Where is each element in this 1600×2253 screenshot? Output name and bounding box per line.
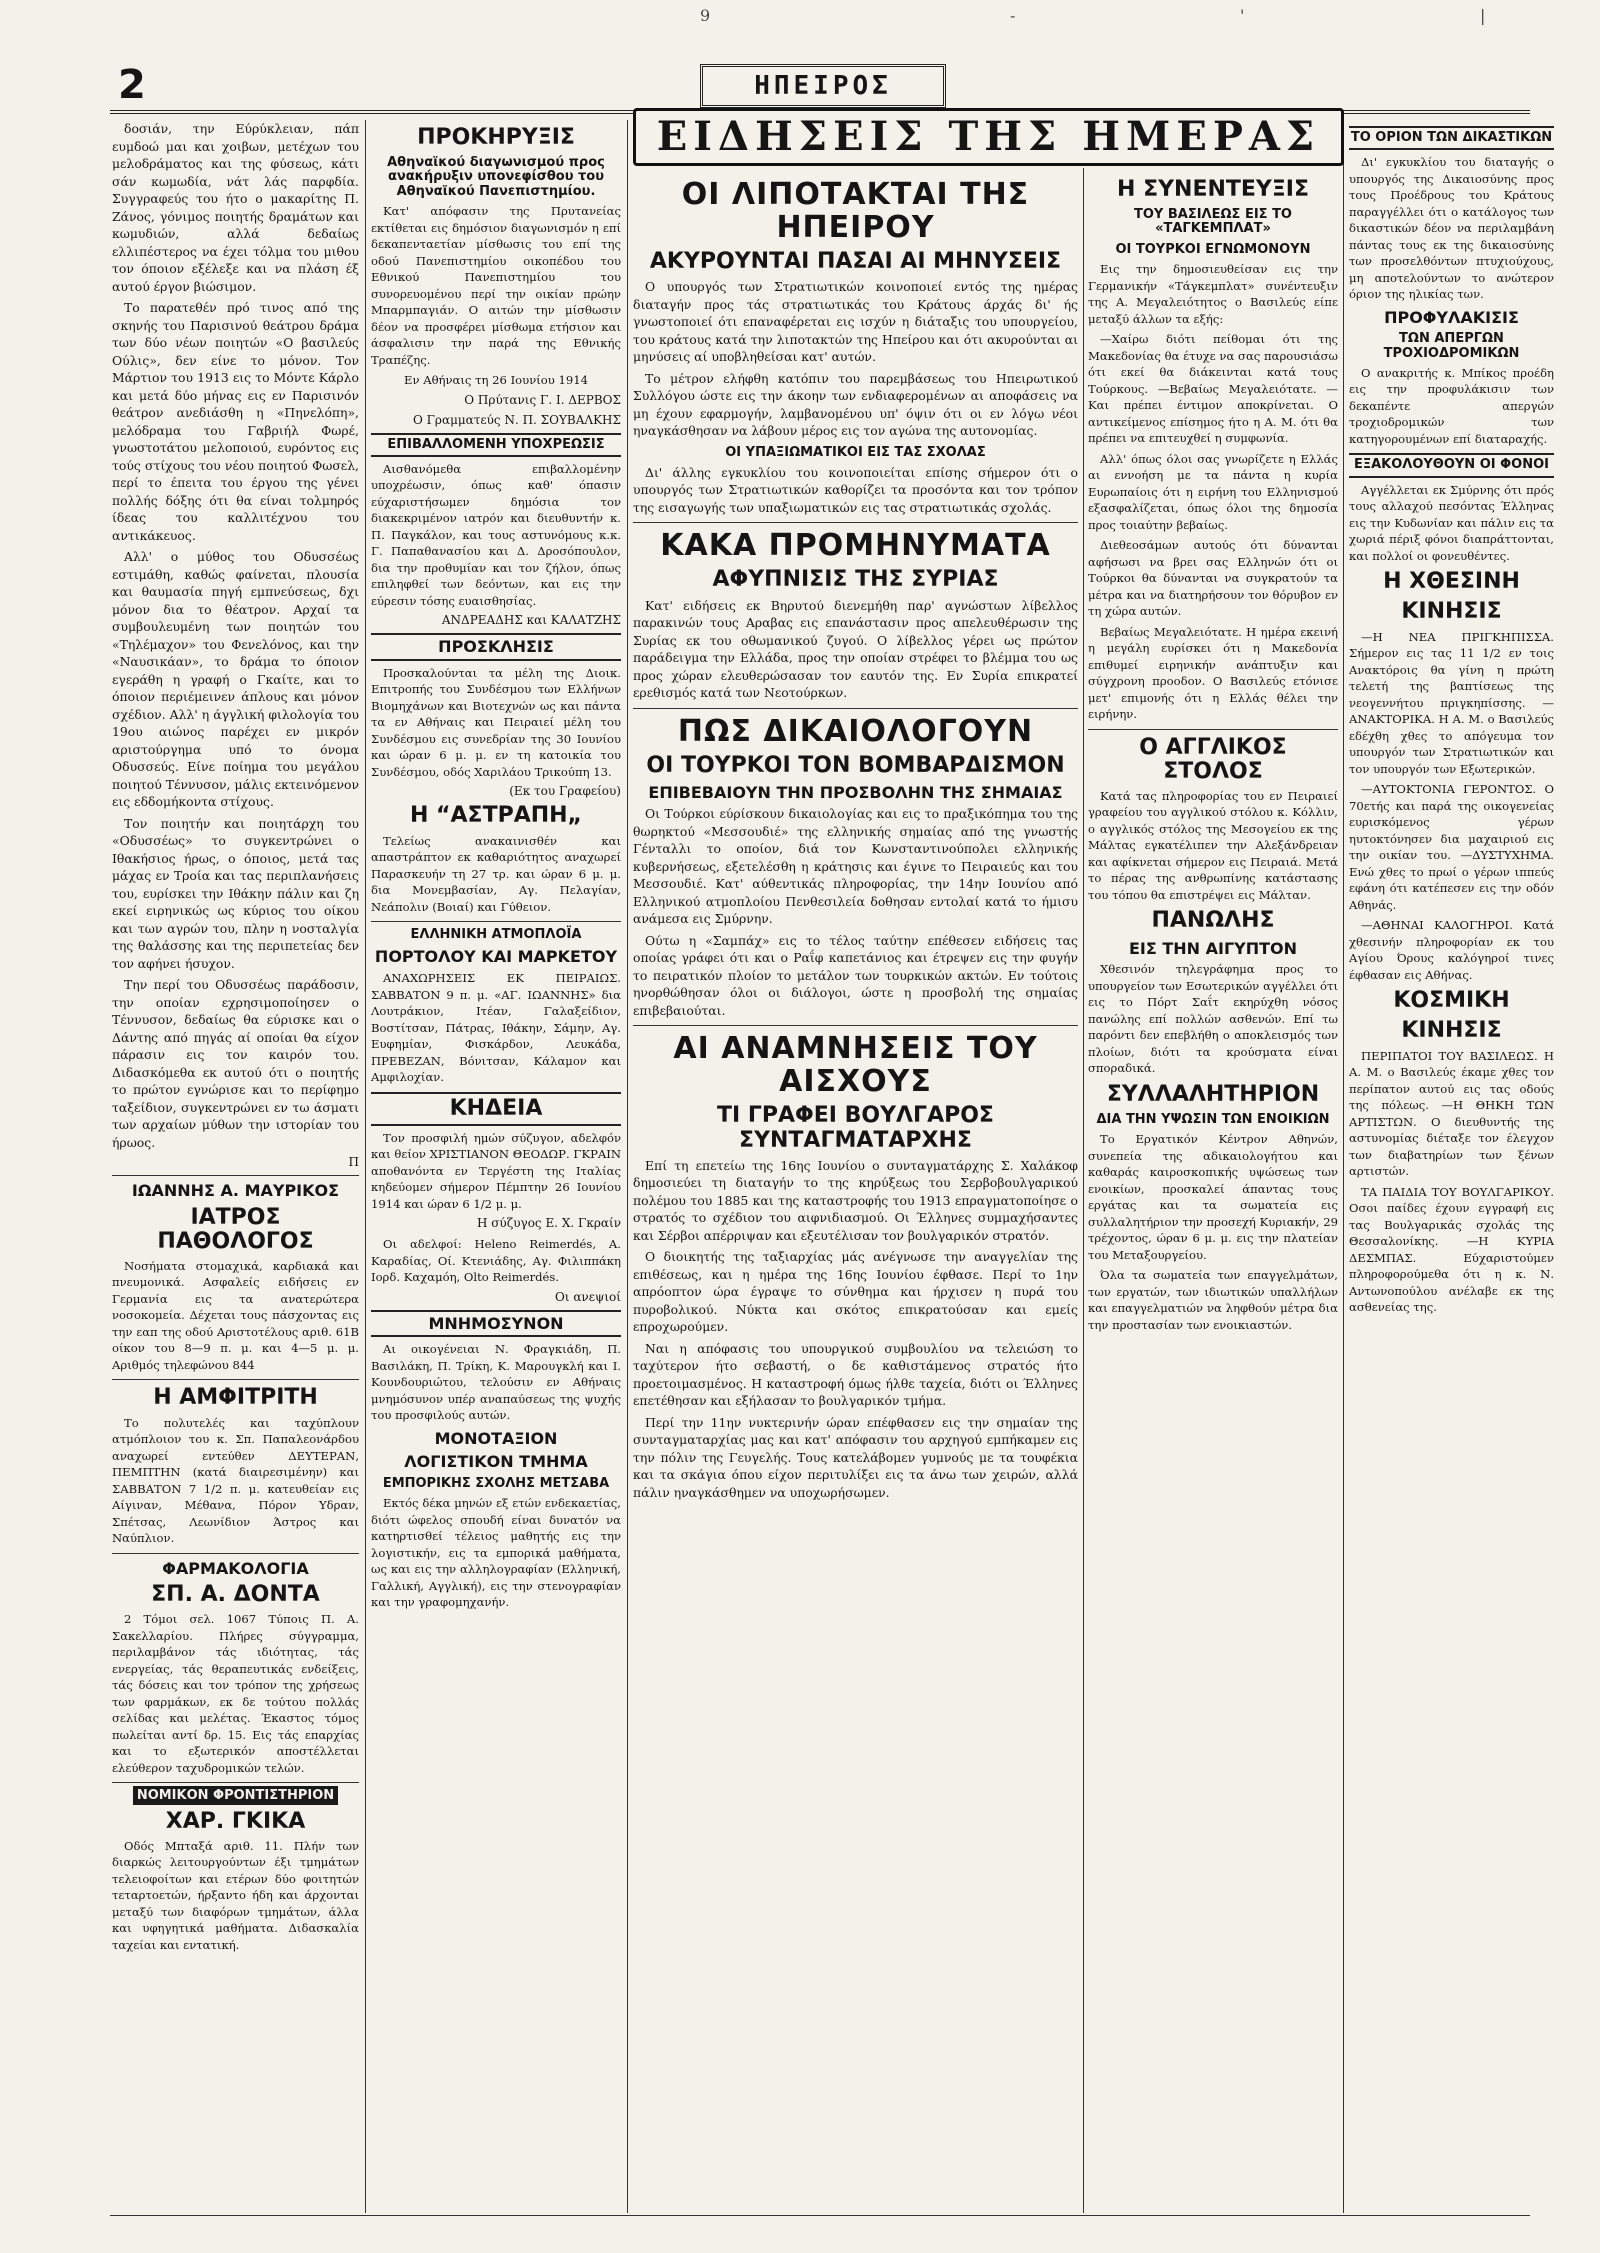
news-paragraph: Ούτω η «Σαμπάχ» εις το τέλος ταύτην επέθεσεν ειδήσεις τας οποίας γράφει ότι και ο Ραΐφ καπετάνιος και έτρεψεν εις την φυγήν το πειρατικόν πλοίον το μετάλον των τουρκικών ακτών. Εν τούτοις ηνορθώθησαν όλοι οι διάλογοι, ώστε η προσβολή της σημαίας επιβεβαιούται. [633, 932, 1078, 1018]
article-paragraph: δοσιάν, την Εύρύκλειαν, πάπ ευμδοώ μαι και χοιβων, μετέχων του μελοδράματος και της φύσεως, κάτι σάν κωμωδία, νάτ λάς παρφδία. Συγγραφεύς του ήτο ο μακαρίτης Π. Ζάνος, γόνιμος ποιητής δραμάτων και κωμυδιών, αλλά δεδαίως ελλιπέστερος να έχει τόλμα του μιθου τον όποιον εξέλεξε και να πλάση έξ αυτού έργον βιώσιμον. [112, 121, 359, 294]
notice-heading: ΕΜΠΟΡΙΚΗΣ ΣΧΟΛΗΣ ΜΕΤΣΑΒΑ [382, 1476, 610, 1492]
column-rule [627, 120, 628, 2213]
notice-text: Κατ' απόφασιν της Πρυτανείας εκτίθεται εις δημόσιον διαγωνισμόν η επί δεκαπενταετίαν μίσθωσις του επί της οδού Πανεπιστημίου οικοπέδου του Εθνικού Πανεπιστημίου του συνορευομένου περί την οικίαν πρώην Μπαρμπαγιάν. Ο αιτών την μίσθωσιν δέον να προσφέρει μίσθωμα ετήσιον και άσφαλισιν την παρά της Εθνικής Τραπέζης. [371, 204, 621, 367]
divider [1088, 729, 1338, 730]
article-signature: Π [348, 1155, 359, 1169]
news-headline: ΠΩΣ ΔΙΚΑΙΟΛΟΓΟΥΝ [677, 713, 1034, 749]
news-subheadline: ΟΙ ΥΠΑΞΙΩΜΑΤΙΚΟΙ ΕΙΣ ΤΑΣ ΣΧΟΛΑΣ [725, 444, 986, 460]
news-headline: Ο ΑΓΓΛΙΚΟΣ ΣΤΟΛΟΣ [1139, 734, 1287, 784]
top-mark: 9 [700, 6, 711, 25]
divider [112, 1175, 359, 1176]
ad-text: Το πολυτελές και ταχύπλουν ατμόπλοιον του κ. Σπ. Παπαλεονάρδου αναχωρεί εντεύθεν ΔΕΥΤΕΡΑΝ, ΠΕΜΠΤΗΝ (κατά διαιρεσιμένην) και ΣΑΒΒΑΤΟΝ 7 1/2 π. μ. κατευθείαν εις Αίγιναν, Μέθανα, Πόρον Υδραν, Σπέτσας, Λεωνίδιον Άστρος και Ναύπλιον. [112, 1415, 359, 1546]
article-paragraph: Το παρατεθέν πρό τινος από της σκηνής του Παρισινού θεάτρου δράμα των δύο νέων ποιητών «Ο βασιλεύς Ούλις», δεν είνε το μόνον. Τον Μάρτιον του 1913 εις το Μόντε Κάρλο και μετά δύο μήνας εις εν Παρισινόν θεάτρον ανεδιάσθη η «Πηνελόπη», μελόδραμα του Γαβριήλ Φωρέ, γνωστοτάτου μελοποιού, ευρόντος εις τούς στίχους του νέου ποιητού Φωσελ, περί το έπειτα του έργου της γένει πολλής δόξης ότι θα είναι τολμηρός ίδεας του καλλιτέχνου του αντικάκευος. [112, 300, 359, 543]
news-paragraph: Βεβαίως Μεγαλειότατε. Η ημέρα εκεινή η μεγάλη ευρίσκει ότι η Μακεδονία επιθυμεί ειρηνικήν ανάπτυξιν και σύγχρονη προοδον. Ο Βασιλεύς ετόνισε μετ' επιμονής ότι η Ελλάς θέλει την ειρήνην. [1088, 624, 1338, 722]
top-mark: - [1010, 6, 1016, 25]
ad-heading: ΙΑΤΡΟΣ ΠΑΘΟΛΟΓΟΣ [157, 1204, 314, 1254]
notice-signature: ΑΝΔΡΕΑΔΗΣ και ΚΑΛΑΤΖΗΣ [441, 613, 621, 628]
news-subheadline: ΟΙ ΤΟΥΡΚΟΙ ΕΓΝΩΜΟΝΟΥΝ [1115, 241, 1311, 257]
news-headline: ΑΙ ΑΝΑΜΝΗΣΕΙΣ ΤΟΥ ΑΙΣΧΟΥΣ [673, 1031, 1038, 1100]
news-subheadline: ΑΦΥΠΝΙΣΙΣ ΤΗΣ ΣΥΡΙΑΣ [712, 567, 999, 593]
news-paragraph: —ΑΘΗΝΑΙ ΚΑΛΟΓΗΡΟΙ. Κατά χθεσινήν πληροφορίαν εκ του Αγίου Όρους καλόγηροί τινες έφθασαν εις Αθήνας. [1349, 918, 1554, 982]
section-heading: ΚΙΝΗΣΙΣ [1401, 599, 1502, 625]
notice-heading: ΛΟΓΙΣΤΙΚΟΝ ΤΜΗΜΑ [404, 1452, 588, 1472]
notice-text: Αι οικογένειαι Ν. Φραγκιάδη, Π. Βασιλάκη, Π. Τρίκη, Κ. Μαρουγκλή και Ι. Κουνδουριώτου, τελούσιν εν Αθήναις μνημόσυνον υπέρ αναπαύσεως της ψυχής του προσφιλούς αυτών. [371, 1342, 621, 1423]
news-paragraph: Χθεσινόν τηλεγράφημα προς το υπουργείον των Εσωτερικών αγγέλλει ότι εις το Πόρτ Σαΐτ εκηρύχθη νόσος πανώλης επί πολλών ασθενών. Επί τω παρόντι δεν επεβλήθη ο αποκλεισμός των πλοίων, διότι τα κρούσματα είναι σποραδικά. [1088, 962, 1338, 1076]
masthead: ΗΠΕΙΡΟΣ [700, 64, 946, 108]
divider [112, 1782, 359, 1783]
news-paragraph: Διεθεοσάμων αυτούς ότι δύνανται αφήσωσι να βρει σας Ελληνών ότι οι Τούρκοι θα δύνανται να συγκρατούν τα μέτρα και να διατηρήσουν τον θόρυβον εν τη χώρα αυτών. [1088, 538, 1338, 619]
ad-heading: ΧΑΡ. ΓΚΙΚΑ [165, 1808, 306, 1834]
notice-heading: ΚΗΔΕΙΑ [371, 1092, 621, 1126]
news-paragraph: Εις την δημοσιευθείσαν εις την Γερμανικήν «Τάγκεμπλατ» συνέντευξιν της Α. Μεγαλειότητος ο Βασιλεύς είπε μεταξύ άλλων τα εξής: [1088, 262, 1338, 326]
notice-heading: ΕΠΙΒΑΛΛΟΜΕΝΗ ΥΠΟΧΡΕΩΣΙΣ [371, 433, 621, 457]
column-4 [1088, 172, 1338, 2213]
divider [633, 708, 1078, 709]
top-mark: | [1480, 6, 1486, 25]
notice-text: Αισθανόμεθα επιβαλλομένην υποχρέωσιν, όπως καθ' όπασιν εύχαριστήσωμεν δημόσια τον διακεκριμένον ιατρόν και διευθυντήν κ. Π. Παγκάλον, και τους αστυνόμους κ.κ. Γ. Παπαθανασίου και Δ. Δροσόπουλον, δια την προθυμίαν και τον ζήλον, όπως επιληφθεί των δεόντων, και εις την εύρεσιν τόσης ευαισθησίας. [371, 461, 621, 608]
ad-text: Οδός Μπταξά αριθ. 11. Πλήν των διαρκώς λειτουργούντων έξι τμημάτων τελειοφοίτων και ετέρων δύο φοιτητών τεταρτοετών, ήρξαντο ήδη και άρχονται μεταξύ των διαφόρων τμημάτων, άλλα και υφηγητικά μαθήματα. Διδασκαλία ταχείαι και εντατική. [112, 1838, 359, 1952]
news-headline: ΠΑΝΩΛΗΣ [1151, 908, 1275, 934]
column-rule [1083, 168, 1084, 2213]
news-paragraph: Ναι η απόφασις του υπουργικού συμβουλίου να τελειώση το ταχύτερον ήτο σεβαστή, ο δε καθιστάμενος στρατός ήτο προετοιμασμένος. Η καταστροφή όμως ήλθε ταχεία, διότι οι Έλληνες επετέθησαν και εξήλασαν το βουλγαρικόν τμήμα. [633, 1340, 1078, 1409]
news-paragraph: Δι' άλλης εγκυκλίου του κοινοποιείται επίσης σήμερον ότι ο υπουργός των Στρατιωτικών καθορίζει τα προσόντα και τον τρόπον της εισαγωγής των υπαξιωματικών εις τας στρατιωτικάς σχολάς. [633, 464, 1078, 515]
ad-text: 2 Τόμοι σελ. 1067 Τύποις Π. Α. Σακελλαρίου. Πλήρες σύγγραμμα, περιλαμβάνον τάς ιδιότητας, τάς ενεργείας, τάς θεραπευτικάς ενδείξεις, τάς δόσεις και τον τρόπον της χρήσεως των φαρμάκων, εκ δε τούτου πολλάς σελίδας και μελέτας. Έκαστος τόμος πωλείται αντί δρ. 15. Εις τάς επαρχίας και το εξωτερικόν αποστέλλεται ελεύθερον ταχυδρομικών τελών. [112, 1612, 359, 1775]
article-paragraph: Τον ποιητήν και ποιητάρχη του «Οδυσσέως» το συγκεντρώνει ο Ιθακήσιος ήρως, ο όποιος, μετά τας μάχας εν Τροία και τας περιπλανήσεις του, ευρίσκει την Ιθάκην πάλιν και ζη εκεί ειρηνικώς ως κύριος του οίκου και των αγρών του, πλην η νοσταλγία της θαλάσσης και της περιπετείας δεν τον αφήνει ήσυχον. [112, 815, 359, 971]
section-heading: ΚΙΝΗΣΙΣ [1401, 1018, 1502, 1044]
news-paragraph: Το μέτρον ελήφθη κατόπιν του παρεμβάσεως του Ηπειρωτικού Συλλόγου ώστε εις την άκοην των ενδιαφερομένων αι αποφάσεις να μη έχουν εφαρμογήν, λαμβανομένου υπ' όψιν ότι οι εν λόγω νέοι ηναγκάσθησαν να λάβουν μέρος εις τον αγώνα της αυτονομίας. [633, 370, 1078, 439]
news-paragraph: —Χαίρω διότι πείθομαι ότι της Μακεδονίας θα έτυχε να σας παρουσιάσω ότι εκεί θα διάκεινται κατά τους Τούρκους. —Βεβαίως Μεγαλειότατε. —Και πρέπει έντιμον αποκρίνεται. Ο αντικείμενος επίσημος ήτο η Α. Μ. ότι θα πρέπει να επιτευχθεί η συμφωνία. [1088, 332, 1338, 446]
page-number: 2 [118, 62, 146, 108]
notice-signature: Η σύζυγος Ε. Χ. Γκραίν [476, 1216, 621, 1231]
notice-heading: ΜΟΝΟΤΑΞΙΟΝ [434, 1428, 558, 1448]
news-headline: ΣΥΛΛΑΛΗΤΗΡΙΟΝ [1106, 1081, 1320, 1107]
notice-heading: ΠΡΟΣΚΛΗΣΙΣ [371, 633, 621, 661]
section-heading: ΚΟΣΜΙΚΗ [1393, 988, 1510, 1014]
news-paragraph: Οι Τούρκοι εύρίσκουν δικαιολογίας και εις το πραξικόπημα του της θωρηκτού «Μεσσουδιέ» της ελληνικής σημαίας από της γνωστής Γένταλλι το οποίον, διά τον Κωνσταντινούπολει ελληνικής κυβερνήσεως, εξετελέσθη η κράτησις και έγινε το Πειραιεύς και του Μεσσουδιέ. Κατ' αύθεντικάς πληροφορίας, την 14ην Ιουνίου από Ελληνικού ατμοπλοίου Πενθεσιλεία δοθησαν εντολαί κατά το ήμισυ ανάμεσα εις Σμύρνην. [633, 806, 1078, 927]
news-headline: ΟΙ ΛΙΠΟΤΑΚΤΑΙ ΤΗΣ ΗΠΕΙΡΟΥ [681, 177, 1030, 245]
column-rule [1343, 120, 1344, 2213]
news-paragraph: Αγγέλλεται εκ Σμύρνης ότι πρός τους αλλαχού πεσόντας Έλληνας εις την Κυδωνίαν και πάλιν εις τα χωριά πέριξ φόνοι διαπράττονται, και πολλοί οι φονευθέντες. [1349, 482, 1554, 563]
ad-text: Νοσήματα στομαχικά, καρδιακά και πνευμονικά. Ασφαλείς ειδήσεις εν Γερμανία εις τα ανατερώτερα νοσοκομεία. Δέχεται τους πάσχοντας εις την εαπ της οδού Αριστοτέλους αριθ. 61Β οίκον του 8—9 π. μ. και 4—5 μ. μ. Αριθμός τηλεφώνου 844 [112, 1258, 359, 1372]
news-paragraph: ΠΕΡΙΠΑΤΟΙ ΤΟΥ ΒΑΣΙΛΕΩΣ. Η Α. Μ. ο Βασιλεύς έκαμε χθες τον περίπατον αυτού εις τας οδούς της πόλεως. —Η ΘΗΚΗ ΤΩΝ ΑΡΤΙΣΤΩΝ. Ο διευθυντής της αστυνομίας διέταξε τον έλεγχον των διαβατηρίων των ξένων αρτιστών. [1349, 1048, 1554, 1179]
news-paragraph: ΤΑ ΠΑΙΔΙΑ ΤΟΥ ΒΟΥΛΓΑΡΙΚΟΥ. Οσοι παίδες έχουν εγγραφή εις τας Βουλγαρικάς σχολάς της Θεσσαλονίκης. —Η ΚΥΡΙΑ ΔΕΣΜΠΑΣ. Εύχαριστούμεν πληροφορούμεθα ότι η κ. Ν. Αντωνοπούλου ανέλαβε εκ της ασθενείας της. [1349, 1184, 1554, 1315]
notice-date: Εν Αθήναις τη 26 Ιουνίου 1914 [404, 373, 588, 388]
ad-heading: Η ΑΜΦΙΤΡΙΤΗ [153, 1385, 318, 1411]
notice-signature: Οι ανεψιοί [554, 1289, 621, 1304]
top-marks [0, 6, 1600, 46]
ad-heading: ΙΩΑΝΝΗΣ Α. ΜΑΥΡΙΚΟΣ [131, 1181, 340, 1200]
news-paragraph: Κατ' ειδήσεις εκ Βηρυτού διενεμήθη παρ' αγνώστων λίβελλος παρακινών τους Αραβας εις επανάστασιν προς απελευθέρωσιν της Συρίας εκ του οθωμανικού ζυγού. Ο λίβελλος γέρει ως πρώτον παράδειγμα την Ελλάδα, προς την οποίαν στρέφει το βλέμμα του ως προς χώραν ελευθερώσασαν τον εαυτόν της. Εν Συρία επικρατεί ερεθισμός κατά των Νεοτούρκων. [633, 597, 1078, 701]
notice-text: Τον προσφιλή ημών σύζυγον, αδελφόν και θείον ΧΡΙΣΤΙΑΝΟΝ ΘΕΟΔΩΡ. ΓΚΡΑΙΝ αποθανόντα εν Τεργέστη της Ιταλίας κηδεύομεν σήμερον Πέμπτην 26 Ιουνίου 1914 και ώραν 6 1/2 μ. μ. [371, 1130, 621, 1211]
article-paragraph: Αλλ' ο μύθος του Οδυσσέως εστιμάθη, καθώς φαίνεται, πλουσία και θαυμασία πηγή εμπνεύσεως, δχι μόνον δια το θέατρον. Αρχαί τα συμβουλευμένη των ποιητών του «Τηλέμαχον» του Φενελόνος, και την «Ναυσικάαν», το δράμα το όποιον εγεράθη η γραφή ο Γκαίτε, και το όποιον περιέμεινεν άπλους και μόνον σχέδιον. Αλλ' η άγγλική φιλολογία του 19ου αιώνος παρέχει εν μικρόν αριστούργημα υπό το όνομα Οδυσσεύς. Είνε ποίημα του μεγάλου ποιητού Τέννυσον, μάλις εκτεινόμενον εις εδδομήκοντα στίχους. [112, 549, 359, 809]
news-paragraph: Ο ανακριτής κ. Μπίκος προέδη εις την προφυλάκισιν των δεκαπέντε απεργών τροχιοδρομικών των κατηγορουμένων επί διαταραχής. [1349, 365, 1554, 446]
news-headline: ΤΟ ΟΡΙΟΝ ΤΩΝ ΔΙΚΑΣΤΙΚΩΝ [1349, 126, 1554, 150]
divider [371, 921, 621, 922]
news-paragraph: Το Εργατικόν Κέντρον Αθηνών, συνεπεία της αδικαιολογήτου και καθαράς καιροσκοπικής υψώσεως των ενοικίων, προσκαλεί άπαντας τους εργάτας και τα σωματεία εις συλλαλητήριον την προσεχή Κυριακήν, 29 τρέχοντος, ώραν 6 μ. μ. εις την πλατείαν του Μεταξουργείου. [1088, 1132, 1338, 1262]
notice-heading: Η “ΑΣΤΡΑΠΗ„ [409, 803, 583, 829]
notice-signature: (Εκ του Γραφείου) [509, 784, 621, 799]
section-heading: Η ΧΘΕΣΙΝΗ [1383, 569, 1520, 595]
divider [112, 1379, 359, 1380]
notice-text: Προσκαλούνται τα μέλη της Διοικ. Επιτροπής του Συνδέσμου των Ελλήνων Βιομηχάνων και Βιοτεχνών ως και πάντα τα εν Αθήναις και Πειραιεί μέλη του Συνδέσμου εις συνεδρίαν της 30 Ιουνίου και ώραν 6 μ. μ. εν τη κατοικία του Συνδέσμου, οδός Χαριλάου Τρικούπη 13. [371, 665, 621, 779]
news-subheadline: ΤΙ ΓΡΑΦΕΙ ΒΟΥΛΓΑΡΟΣ ΣΥΝΤΑΓΜΑΤΑΡΧΗΣ [717, 1103, 994, 1153]
news-headline: ΠΡΟΦΥΛΑΚΙΣΙΣ [1384, 307, 1519, 327]
news-subheadline: ΤΩΝ ΑΠΕΡΓΩΝ ΤΡΟΧΙΟΔΡΟΜΙΚΩΝ [1383, 331, 1520, 361]
ad-heading: ΦΑΡΜΑΚΟΛΟΓΙΑ [162, 1558, 309, 1578]
column-3 [633, 172, 1078, 2213]
footer-rule [110, 2215, 1530, 2216]
news-paragraph: —Η ΝΕΑ ΠΡΙΓΚΗΠΙΣΣΑ. Σήμερον εις τας 11 1/2 εν τοις Ανακτόροις θα γίνη η πρώτη τελετή της βαπτίσεως της νεογεννήτου πριγκηπίσσης. —ΑΝΑΚΤΟΡΙΚΑ. Η Α. Μ. ο Βασιλεύς εδέχθη χθες το απόγευμα τον υπουργόν των Στρατιωτικών και τον υπουργόν των Εξωτερικών. [1349, 629, 1554, 776]
news-headline: ΕΞΑΚΟΛΟΥΘΟΥΝ ΟΙ ΦΟΝΟΙ [1349, 453, 1554, 477]
news-subheadline: ΤΟΥ ΒΑΣΙΛΕΩΣ ΕΙΣ ΤΟ «ΤΑΓΚΕΜΠΛΑΤ» [1134, 207, 1292, 237]
news-paragraph: Ο υπουργός των Στρατιωτικών κοινοποιεί εντός της ημέρας διαταγήν προς τάς στρατιωτικάς του Κράτους άρχάς δι' ής γνωστοποιεί ότι επαναφέρεται εις ισχύν η διάταξις του υπουργείου, του κράτους κατά την λιποτακτών της Ηπείρου και ότι ακυρούνται αι μηνύσεις αί υποβληθείσαι κατ' αυτών. [633, 279, 1078, 365]
notice-heading: ΠΡΟΚΗΡΥΞΙΣ [417, 125, 575, 150]
article-paragraph: Την περί του Οδυσσέως παράδοσιν, την οποίαν εχρησιμοποίησεν ο Τέννυσον, δεδαίως θα εύρισκε και ο Δάντης από πηγάς αί οποίαι θα είχον πάρασιν εις τον καιρόν του. Διδασκόμεθα εκ αυτού ότι ο ποιητής το πρώτον εγνώρισε και το περίφημο ταξείδιον, συγκεντρώνει εν τω άσματι των αρχαίων μύθων την ιστορίαν του ήρωος. [112, 977, 359, 1150]
news-paragraph: Κατά τας πληροφορίας του εν Πειραιεί γραφείου του αγγλικού στόλου κ. Κόλλιν, ο αγγλικός στόλος της Μεσογείου εκ της Μάλτας εγκατέλιπεν την Αλεξάνδρειαν και αφίκνεται σήμερον εις Πειραιά. Μετά το πέρας της ανθρωπίνης κατάστασης του τόπου θα επιστρέψει εις Μάλταν. [1088, 788, 1338, 902]
news-paragraph: —ΑΥΤΟΚΤΟΝΙΑ ΓΕΡΟΝΤΟΣ. Ο 70ετής και παρά της οικογενείας ευρισκόμενος γέρων ηυτοκτόνησεν δια μαχαιριού εις την οικίαν του. —ΔΥΣΤΥΧΗΜΑ. Ενώ χθες το πρωί ο γέρων ιππεύς εφάνη ότι κατέπεσεν εις την οδόν Αθηνάς. [1349, 782, 1554, 912]
notice-text: ΑΝΑΧΩΡΗΣΕΙΣ ΕΚ ΠΕΙΡΑΙΩΣ. ΣΑΒΒΑΤΟΝ 9 π. μ. «ΑΓ. ΙΩΑΝΝΗΣ» δια Λουτράκιον, Ιτέαν, Γαλαξείδιον, Βοστίτσαν, Πάτρας, Ιθάκην, Σάμην, Αγ. Ευφημίαν, Φισκάρδον, Λευκάδα, ΠΡΕΒΕΖΑΝ, Βόνιτσαν, Κάλαμον και Αμφιλοχίαν. [371, 971, 621, 1085]
news-paragraph: Επί τη επετείω της 16ης Ιουνίου ο συνταγματάρχης Σ. Χαλάκοφ δημοσιεύει τη διαταγήν το της κηρύξεως του Σερβοβουλγαρικού πολέμου του 1885 και της καταστροφής του 1913 επραγματοποίησε ο στρατός το σχέδιον του αιφνιδιασμού. Οι Έλληνες συμμαχήσαντες και Σέρβοι απέρριψαν και εξευτέλισαν τον βουλγαρικόν στρατόν. [633, 1157, 1078, 1243]
ad-heading: ΝΟΜΙΚΟΝ ΦΡΟΝΤΙΣΤΗΡΙΟΝ [133, 1786, 338, 1805]
news-headline: Η ΣΥΝΕΝΤΕΥΞΙΣ [1117, 177, 1309, 202]
column-rule [365, 120, 366, 2213]
divider [633, 522, 1078, 523]
notice-subheading: Αθηναϊκού διαγωνισμού προς ανακήρυξιν υπονεφίσθου του Αθηναϊκού Πανεπιστημίου. [387, 155, 605, 199]
news-paragraph: Αλλ' όπως όλοι σας γνωρίζετε η Ελλάς αι εννοήση με τα πάντα η κυρία Ευρωπαίοις ότι η ειρήνη του Ελληνισμού εξασφαλίζεται, όπως όλοι της δημοσία προς τοιαύτην βεβαίως. [1088, 451, 1338, 532]
column-2 [371, 120, 621, 2213]
news-paragraph: Δι' εγκυκλίου του διαταγής ο υπουργός της Δικαιοσύνης προς τους Προέδρους του Κράτους παραγγέλλει ότι ο κατάλογος των δικαστικών δέον να περιλαμβάνη πάντας τους εκ της δικαιοσύνης των προσελθόντων πτυχιούχους, μη αποτελούντων το ανώτερον όριον της ηλικίας των. [1349, 155, 1554, 302]
news-subheadline: ΕΙΣ ΤΗΝ ΑΙΓΥΠΤΟΝ [1128, 938, 1298, 958]
section-banner: ΕΙΔΗΣΕΙΣ ΤΗΣ ΗΜΕΡΑΣ [633, 108, 1344, 166]
notice-text: Εκτός δέκα μηνών εξ ετών ενδεκαετίας, διότι ώφελος σπουδή είναι δυνατόν να κατηρτισθεί τέλειος μαθητής εις την λογιστικήν, εις τα εμπορικά μαθήματα, ως και εις την αλληλογραφίαν (Ελληνική, Γαλλική, Αγγλική), εις την στενογραφίαν και την γραφομηχανήν. [371, 1496, 621, 1610]
news-paragraph: Περί την 11ην νυκτερινήν ώραν επέφθασεν εις την σημαίαν της συνταγματαρχίας μας και κατ' απόφασιν του αρχηγού εμπήκαμεν εις την πόλιν της Γευγελής. Τους κατελάβομεν γυμνούς με τα τουφέκια και τα σκάγια όπου είχον περιτυλίξει εις τα άνω των χειρών, αλλά πάλιν ηναγκάσθημεν να υποχωρήσωμεν. [633, 1414, 1078, 1500]
news-subheadline: ΔΙΑ ΤΗΝ ΥΨΩΣΙΝ ΤΩΝ ΕΝΟΙΚΙΩΝ [1096, 1111, 1330, 1127]
notice-heading: ΠΟΡΤΟΛΟΥ ΚΑΙ ΜΑΡΚΕΤΟΥ [374, 947, 618, 967]
news-subheadline: ΑΚΥΡΟΥΝΤΑΙ ΠΑΣΑΙ ΑΙ ΜΗΝΥΣΕΙΣ [649, 249, 1062, 274]
news-subheadline: ΟΙ ΤΟΥΡΚΟΙ ΤΟΝ ΒΟΜΒΑΡΔΙΣΜΟΝ [646, 752, 1065, 778]
ad-heading: ΣΠ. Α. ΔΟΝΤΑ [151, 1582, 320, 1608]
notice-text: Τελείως ανακαινισθέν και απαστράπτον εκ καθαριότητος αναχωρεί Παρασκευήν τη 27 τρ. και ώραν 6 μ. μ. δια Μονεμβασίαν, Αγ. Πελαγίαν, Νεάπολιν (Βοιαί) και Γύθειον. [371, 833, 621, 914]
column-5 [1349, 120, 1554, 2213]
news-paragraph: Όλα τα σωματεία των επαγγελμάτων, των εργατών, των ιδιωτικών υπαλλήλων και επαγγελματιών να ληφθούν μέτρα δια την προστασίαν των ενοικιαστών. [1088, 1268, 1338, 1332]
news-paragraph: Ο διοικητής της ταξιαρχίας μάς ανέγνωσε την αναγγελίαν της επιθέσεως, και η ημέρα της 16ης Ιουνίου έφθασε. Περί το 1ην απρόοπτον ώρα έγραψε το σύνθημα και ήρχισεν η πυρά του πυροβολικού. Νύκτα και σκότος επικρατούσαν και εμείς επροχωρούμεν. [633, 1249, 1078, 1335]
divider [112, 1553, 359, 1554]
divider [633, 1025, 1078, 1026]
top-mark: ' [1240, 6, 1245, 25]
column-1 [112, 120, 359, 2213]
news-subheadline: ΕΠΙΒΕΒΑΙΟΥΝ ΤΗΝ ΠΡΟΣΒΟΛΗΝ ΤΗΣ ΣΗΜΑΙΑΣ [648, 782, 1063, 802]
news-headline: ΚΑΚΑ ΠΡΟΜΗΝΥΜΑΤΑ [660, 528, 1051, 564]
notice-signature: Ο Γραμματεύς Ν. Π. ΣΟΥΒΑΛΚΗΣ [412, 412, 621, 427]
notice-heading: ΜΝΗΜΟΣΥΝΟΝ [371, 1310, 621, 1338]
notice-heading: ΕΛΛΗΝΙΚΗ ΑΤΜΟΠΛΟΪΑ [410, 927, 582, 943]
notice-signature: Ο Πρύτανις Γ. Ι. ΔΕΡΒΟΣ [464, 392, 621, 407]
notice-text: Οι αδελφοί: Heleno Reimerdés, Α. Καραδίας, Οί. Κτενιάδης, Αγ. Φιλιππάκη Ιορδ. Καχαμόη, Olto Reimerdés. [371, 1237, 621, 1285]
